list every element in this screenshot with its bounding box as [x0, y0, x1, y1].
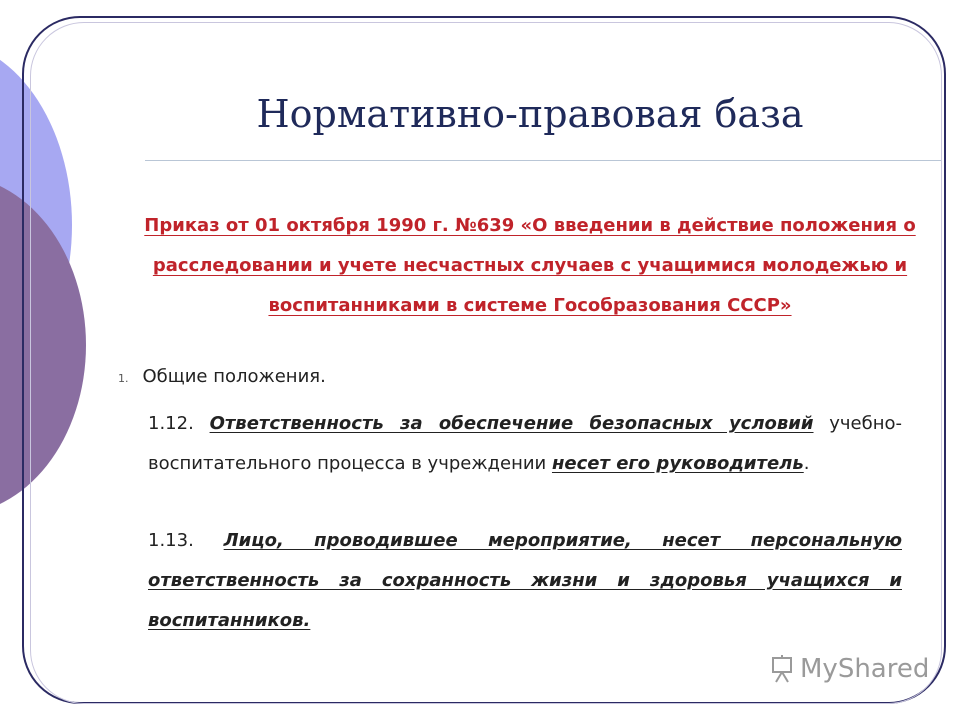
presentation-icon: [770, 655, 794, 683]
para2-emphasis: Лицо, проводившее мероприятие, несет персональную ответственность за сохранность жизни и здоровья учащихся и воспитанников.: [148, 530, 902, 631]
para1-text-2: .: [803, 453, 810, 474]
myshared-logo: [770, 654, 929, 684]
order-title: Приказ от 01 октября 1990 г. №639 «О введении в действие положения о расследовании и учете несчастных случаев с учащимися молодежью и воспитанниками в системе Гособразования СССР»: [144, 215, 916, 316]
para1-text-1: учебно-воспитательного процесса в учреждении: [148, 413, 902, 474]
slide-title: Нормативно-правовая база: [256, 92, 804, 136]
para1-emphasis-2: несет его руководитель: [551, 453, 804, 474]
para1-number: 1.12.: [148, 413, 194, 434]
paragraph-1-12: [148, 404, 902, 484]
logo-text: MyShared: [800, 654, 930, 684]
section-label: Общие положения.: [142, 366, 326, 387]
paragraph-1-13: [148, 521, 902, 641]
title-divider: [145, 160, 941, 161]
para1-emphasis-1: Ответственность за обеспечение безопасных условий: [209, 413, 814, 434]
section-number: 1.: [118, 372, 129, 385]
para2-number: 1.13.: [148, 530, 194, 551]
section-heading: [118, 366, 326, 387]
